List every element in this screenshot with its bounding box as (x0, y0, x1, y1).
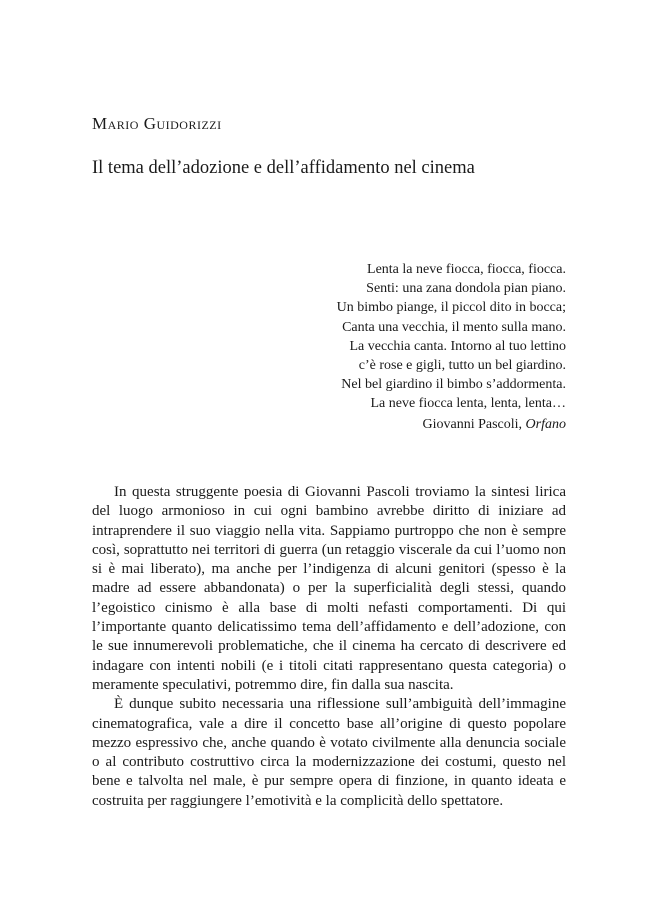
epigraph-line: Nel bel giardino il bimbo s’addormenta. (341, 377, 566, 393)
epigraph-line: La neve fiocca lenta, lenta, lenta… (370, 396, 566, 412)
epigraph-line: c’è rose e gigli, tutto un bel giardino. (358, 358, 566, 374)
author-first-name: Mario (92, 114, 139, 133)
epigraph-attribution (337, 415, 566, 434)
epigraph-line: Lenta la neve fiocca, fiocca, fiocca. (367, 262, 566, 277)
epigraph-line: Canta una vecchia, il mento sulla mano. (342, 319, 566, 335)
epigraph-line: Un bimbo piange, il piccol dito in bocca; (336, 300, 566, 316)
epigraph-line: Senti: una zana dondola pian piano. (366, 281, 566, 297)
epigraph (337, 260, 566, 434)
epigraph-poet: Giovanni Pascoli, (422, 416, 523, 432)
epigraph-work-title: Orfano (525, 416, 566, 432)
article-title: Il tema dell’adozione e dell’affidamento nel cinema (92, 158, 475, 178)
author-name (92, 114, 222, 134)
author-last-name: Guidorizzi (143, 114, 222, 133)
body-paragraph: È dunque subito necessaria una riflessione sull’ambiguità dell’immagine cinematografica, vale a dire il concetto base all’origine di questo popolare mezzo espressivo che, anche quando è votato civilmente alla denuncia sociale o al contributo costruttivo circa la modernizzazione dei costumi, questo nel bene e talvolta nel male, è pur sempre opera di finzione, in quanto ideata e costruita per raggiungere l’emotività e la complicità dello spettatore. (92, 696, 566, 809)
body-text (92, 483, 566, 811)
epigraph-line: La vecchia canta. Intorno al tuo lettino (349, 338, 566, 354)
body-paragraph: In questa struggente poesia di Giovanni Pascoli troviamo la sintesi lirica del luogo armonioso in cui ogni bambino avrebbe diritto di iniziare ad intraprendere il suo viaggio nella vita. Sappiamo purtroppo che non è sempre così, soprattutto nei territori di guerra (un retaggio viscerale da cui l’uomo non si è mai liberato), ma anche per l’indigenza di alcuni genitori (spesso è la madre ad essere abbandonata) o per la superficialità degli stessi, quando l’egoistico cinismo è alla base di molti nefasti comportamenti. Di qui l’importante quanto delicatissimo tema dell’affidamento e dell’adozione, con le sue innumerevoli problematiche, che il cinema ha cercato di descrivere ed indagare con intenti nobili (e i titoli citati rappresentano questa categoria) o meramente speculativi, potremmo dire, fin dalla sua nascita. (92, 484, 566, 693)
